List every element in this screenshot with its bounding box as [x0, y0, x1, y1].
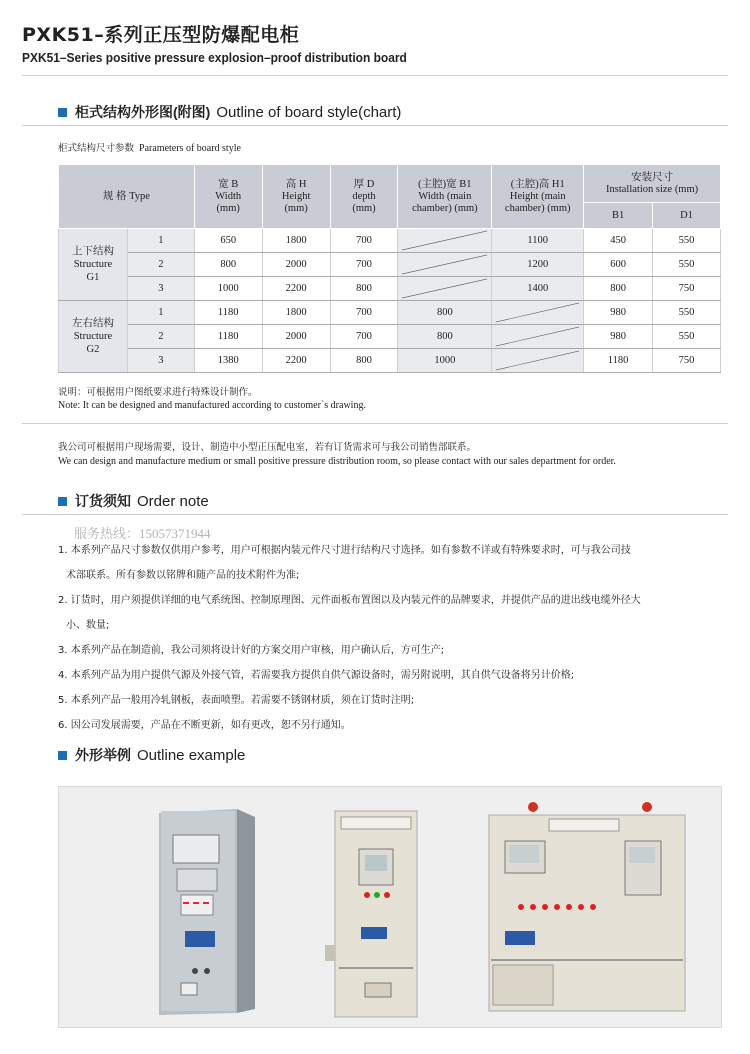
cell-b1main: [398, 229, 492, 253]
section-square-icon: [58, 497, 67, 506]
product-photo-gallery: [58, 786, 722, 1028]
section-label-cn: 订货须知: [75, 493, 131, 509]
cell-type: 1: [127, 229, 194, 253]
cabinet-photo-2: [321, 807, 431, 1021]
header-b1: B1: [584, 203, 653, 229]
cell-h1main: [492, 349, 584, 373]
table-row: [59, 277, 721, 301]
paragraph-en: We can design and manufacture medium or small positive pressure distribution room, so please contact with our sales department for order.: [58, 456, 616, 467]
cell-h: 2200: [262, 349, 330, 373]
section-outline-heading: [58, 102, 401, 122]
cell-b1main: [398, 253, 492, 277]
cell-b: 800: [194, 253, 262, 277]
cell-d1: 750: [653, 277, 721, 301]
order-note-item-continued: 小、数量;: [66, 620, 110, 631]
room-paragraph: [58, 441, 616, 469]
cell-b: 1180: [194, 325, 262, 349]
section-label-cn: 外形举例: [75, 747, 131, 763]
cell-b1main: 1000: [398, 349, 492, 373]
cell-d1: 550: [653, 325, 721, 349]
table-note: [58, 386, 366, 412]
table-caption-cn: 柜式结构尺寸参数: [58, 143, 135, 154]
header-type: [59, 165, 195, 229]
cell-b: 650: [194, 229, 262, 253]
order-note-list: [58, 538, 728, 738]
empty-cell-diagonal: [398, 229, 491, 252]
order-note-item: 6. 因公司发展需要，产品在不断更新，如有更改，恕不另行通知。: [58, 720, 351, 731]
divider: [22, 514, 728, 515]
cell-b1: 980: [584, 301, 653, 325]
page-title: PXK51–系列正压型防爆配电柜: [22, 24, 300, 46]
order-note-item: 1. 本系列产品尺寸参数仅供用户参考，用户可根据内装元件尺寸进行结构尺寸选择。如有参数不详或有特殊要求时，可与我公司技: [58, 545, 631, 556]
table-row: [59, 349, 721, 373]
cell-d: 800: [330, 277, 398, 301]
section-label-cn: 柜式结构外形图(附图): [75, 104, 211, 120]
order-note-item: 2. 订货时，用户须提供详细的电气系统图、控制原理图、元件面板布置图以及内装元件的品牌要求，并提供产品的进出线电缆外径大: [58, 595, 641, 606]
cell-d: 700: [330, 229, 398, 253]
header-type-label: 规 格 Type: [102, 190, 150, 202]
table-caption-en: Parameters of board style: [139, 143, 241, 154]
paragraph-cn: 我公司可根据用户现场需要，设计、制造中小型正压配电室，若有订货需求可与我公司销售部联系。: [58, 442, 477, 453]
empty-cell-diagonal: [492, 349, 583, 372]
cell-h1main: [492, 325, 584, 349]
divider: [22, 75, 728, 76]
cell-h1main: 1400: [492, 277, 584, 301]
header-depth: 厚 D depth (mm): [330, 165, 398, 229]
cell-type: 3: [127, 349, 194, 373]
section-square-icon: [58, 751, 67, 760]
cabinet-photo-3: [479, 789, 699, 1021]
cell-h: 1800: [262, 229, 330, 253]
cell-b: 1180: [194, 301, 262, 325]
cell-b: 1000: [194, 277, 262, 301]
empty-cell-diagonal: [492, 325, 583, 348]
cell-b1: 1180: [584, 349, 653, 373]
cell-h: 2000: [262, 253, 330, 277]
section-label-en: Order note: [137, 492, 209, 510]
cell-b1: 800: [584, 277, 653, 301]
cell-h: 1800: [262, 301, 330, 325]
cell-d1: 550: [653, 229, 721, 253]
cell-b1main: [398, 277, 492, 301]
note-cn: 说明：可根据用户图纸要求进行特殊设计制作。: [58, 387, 258, 398]
cell-d: 700: [330, 325, 398, 349]
table-caption: [58, 140, 241, 154]
cell-h1main: 1100: [492, 229, 584, 253]
hotline-watermark: 服务热线：15057371944: [74, 526, 211, 541]
cell-d1: 750: [653, 349, 721, 373]
section-example-heading: [58, 745, 245, 765]
divider: [22, 423, 728, 424]
table-row: [59, 253, 721, 277]
structure-group-label: 上下结构 Structure G1: [59, 229, 128, 301]
cell-type: 1: [127, 301, 194, 325]
cell-h: 2200: [262, 277, 330, 301]
cell-d: 700: [330, 301, 398, 325]
cell-b1: 450: [584, 229, 653, 253]
cell-type: 2: [127, 325, 194, 349]
cell-b1main: 800: [398, 301, 492, 325]
header-d1: D1: [653, 203, 721, 229]
cabinet-photo-1: [151, 803, 271, 1021]
section-square-icon: [58, 108, 67, 117]
order-note-item: 5. 本系列产品一般用冷轧钢板，表面喷塑。若需要不锈钢材质，须在订货时注明;: [58, 695, 415, 706]
cell-h: 2000: [262, 325, 330, 349]
cell-type: 2: [127, 253, 194, 277]
cell-b1: 980: [584, 325, 653, 349]
empty-cell-diagonal: [398, 277, 491, 300]
page-subtitle: PXK51–Series positive pressure explosion–proof distribution board: [22, 50, 407, 65]
order-note-item: 4. 本系列产品为用户提供气源及外接气管，若需要我方提供自供气源设备时，需另附说明，其自供气设备将另计价格;: [58, 670, 575, 681]
section-order-heading: [58, 491, 209, 511]
order-note-item: 3. 本系列产品在制造前，我公司须将设计好的方案交用户审核，用户确认后，方可生产;: [58, 645, 445, 656]
section-label-en: Outline of board style(chart): [216, 103, 402, 121]
cell-b1main: 800: [398, 325, 492, 349]
section-label-en: Outline example: [137, 746, 246, 764]
structure-group-label: 左右结构 Structure G2: [59, 301, 128, 373]
empty-cell-diagonal: [492, 301, 583, 324]
header-main-width: (主腔)宽 B1 Width (main chamber) (mm): [398, 165, 492, 229]
cell-d1: 550: [653, 301, 721, 325]
header-width: 宽 B Width (mm): [194, 165, 262, 229]
cell-d1: 550: [653, 253, 721, 277]
cell-b: 1380: [194, 349, 262, 373]
table-row: [59, 325, 721, 349]
divider: [22, 125, 728, 126]
note-en: Note: It can be designed and manufactured according to customer`s drawing.: [58, 400, 366, 411]
cell-b1: 600: [584, 253, 653, 277]
cell-d: 700: [330, 253, 398, 277]
table-row: [59, 301, 721, 325]
order-note-item-continued: 术部联系。所有参数以铭牌和随产品的技术附件为准;: [66, 570, 300, 581]
header-height: 高 H Height (mm): [262, 165, 330, 229]
parameters-table: [58, 164, 721, 373]
cell-h1main: 1200: [492, 253, 584, 277]
cell-d: 800: [330, 349, 398, 373]
table-row: [59, 229, 721, 253]
header-main-height: (主腔)高 H1 Height (main chamber) (mm): [492, 165, 584, 229]
cell-h1main: [492, 301, 584, 325]
header-install: 安装尺寸 Installation size (mm): [584, 165, 721, 203]
cell-type: 3: [127, 277, 194, 301]
empty-cell-diagonal: [398, 253, 491, 276]
